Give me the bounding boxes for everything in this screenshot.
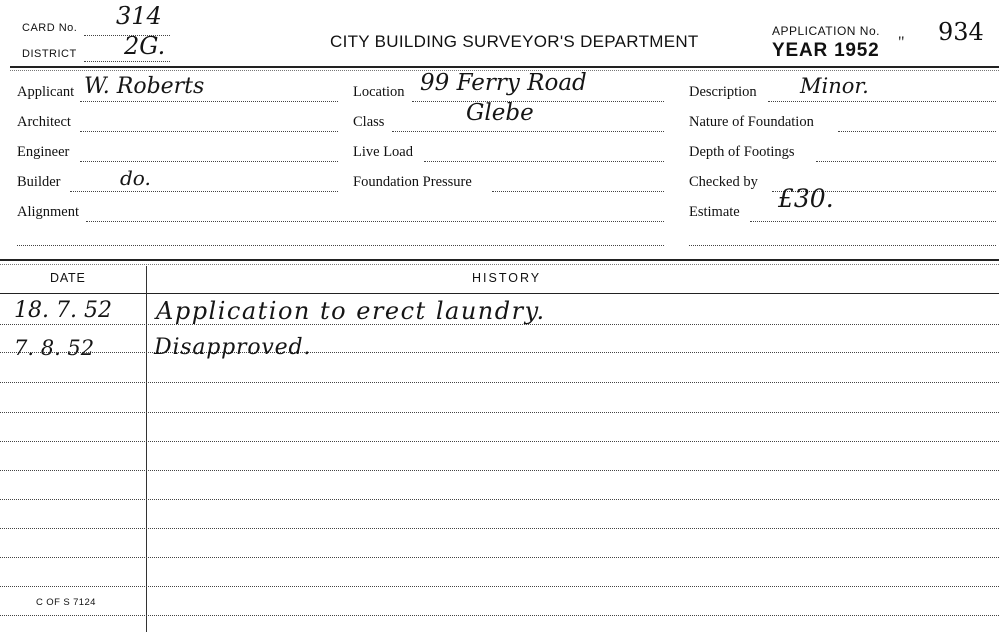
architect-line bbox=[80, 131, 338, 132]
builder-line bbox=[70, 191, 338, 192]
header-rule bbox=[10, 66, 999, 68]
date-header: DATE bbox=[50, 271, 86, 285]
ruled-line bbox=[0, 586, 999, 587]
alignment-line bbox=[86, 221, 664, 222]
estimate-line bbox=[750, 221, 996, 222]
ruled-line bbox=[0, 615, 999, 616]
history-date: 7. 8. 52 bbox=[14, 336, 95, 360]
card-no-value: 314 bbox=[116, 2, 162, 30]
foundation-pressure-line bbox=[492, 191, 664, 192]
depth-of-footings-label: Depth of Footings bbox=[689, 144, 795, 160]
class-line bbox=[392, 131, 664, 132]
class-value: Glebe bbox=[466, 100, 534, 126]
application-number: 934 bbox=[938, 18, 984, 46]
builder-value: do. bbox=[120, 166, 151, 190]
foundation-pressure-label: Foundation Pressure bbox=[353, 174, 472, 190]
class-label: Class bbox=[353, 114, 385, 130]
applicant-line bbox=[80, 101, 338, 102]
year-label: YEAR 1952 bbox=[772, 40, 880, 61]
location-line bbox=[412, 101, 664, 102]
architect-label: Architect bbox=[17, 114, 71, 130]
card-no-label: CARD No. bbox=[22, 22, 78, 34]
history-top-rule bbox=[0, 259, 999, 261]
depth-of-footings-line bbox=[816, 161, 996, 162]
district-line bbox=[84, 61, 170, 62]
application-label: APPLICATION No. bbox=[772, 24, 880, 38]
history-date: 18. 7. 52 bbox=[14, 298, 112, 323]
alignment-label: Alignment bbox=[17, 204, 80, 220]
live-load-label: Live Load bbox=[353, 144, 413, 160]
year-mark: " bbox=[898, 34, 905, 51]
description-value: Minor. bbox=[800, 74, 869, 98]
builder-label: Builder bbox=[17, 174, 61, 190]
ruled-line bbox=[0, 499, 999, 500]
estimate-line-2 bbox=[689, 245, 996, 246]
history-text: Application to erect laundry. bbox=[156, 297, 546, 325]
alignment-line-2 bbox=[17, 245, 664, 246]
location-value: 99 Ferry Road bbox=[420, 70, 587, 96]
department-title: CITY BUILDING SURVEYOR'S DEPARTMENT bbox=[330, 32, 699, 51]
ruled-line bbox=[0, 412, 999, 413]
nature-of-foundation-line bbox=[838, 131, 996, 132]
live-load-line bbox=[424, 161, 664, 162]
date-column-divider bbox=[146, 266, 147, 632]
ruled-line bbox=[0, 352, 999, 353]
history-top-rule-dotted bbox=[0, 264, 999, 265]
ruled-line bbox=[0, 557, 999, 558]
location-label: Location bbox=[353, 84, 405, 100]
description-line bbox=[768, 101, 996, 102]
district-label: DISTRICT bbox=[22, 48, 77, 60]
estimate-value: £30. bbox=[778, 184, 834, 213]
description-label: Description bbox=[689, 84, 757, 100]
history-text: Disapproved. bbox=[154, 335, 312, 360]
estimate-label: Estimate bbox=[689, 204, 740, 220]
nature-of-foundation-label: Nature of Foundation bbox=[689, 114, 814, 130]
history-header: HISTORY bbox=[472, 271, 542, 285]
history-header-rule bbox=[0, 293, 999, 294]
applicant-value: W. Roberts bbox=[84, 74, 205, 99]
applicant-label: Applicant bbox=[17, 84, 75, 100]
ruled-line bbox=[0, 470, 999, 471]
ruled-line bbox=[0, 382, 999, 383]
checked-by-label: Checked by bbox=[689, 174, 758, 190]
engineer-label: Engineer bbox=[17, 144, 70, 160]
form-code: C OF S 7124 bbox=[36, 597, 96, 608]
ruled-line bbox=[0, 441, 999, 442]
district-value: 2G. bbox=[124, 32, 166, 60]
engineer-line bbox=[80, 161, 338, 162]
ruled-line bbox=[0, 528, 999, 529]
